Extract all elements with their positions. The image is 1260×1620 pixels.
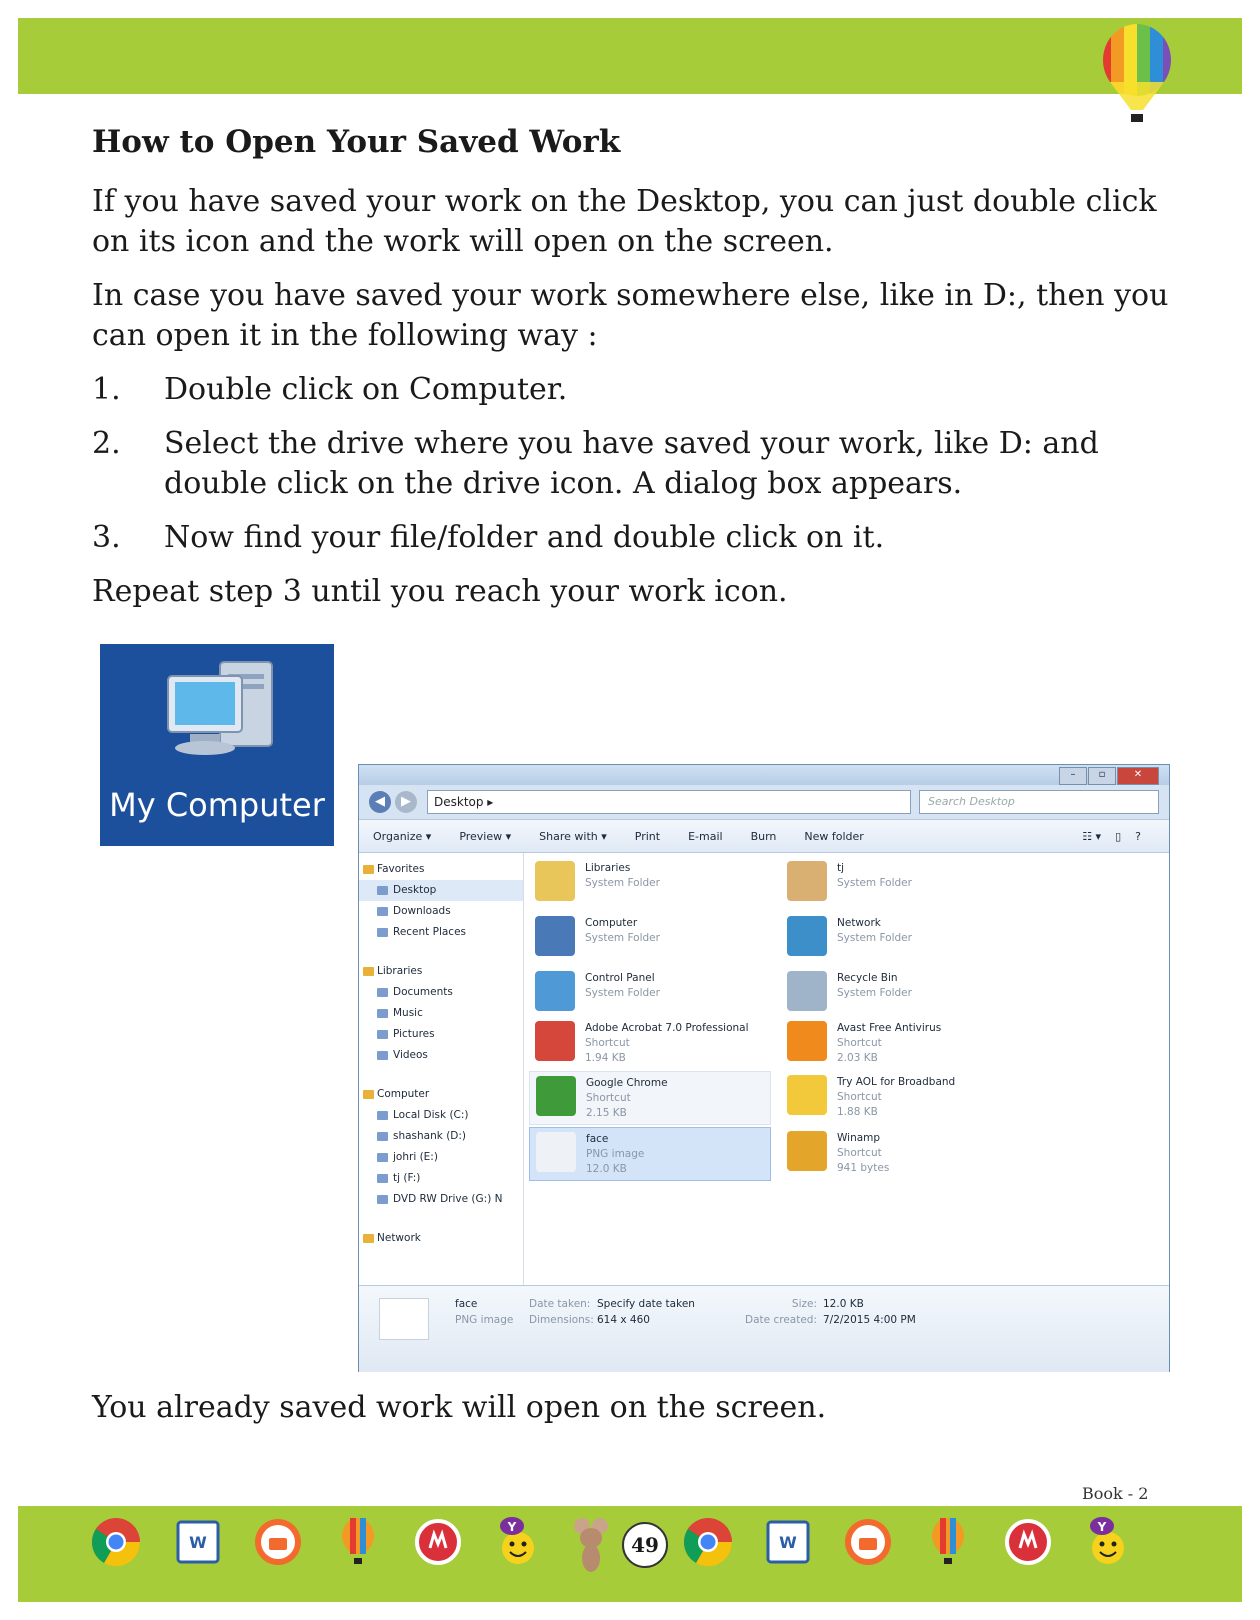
file-item-face[interactable] (529, 1127, 771, 1181)
file-type: Shortcut (586, 1092, 631, 1104)
explorer-main (359, 853, 1169, 1285)
print-button[interactable]: Print (634, 829, 661, 843)
yahoo-messenger-icon (1082, 1516, 1134, 1568)
antivirus-icon (412, 1516, 464, 1568)
nav-downloads[interactable]: Downloads (359, 901, 523, 922)
file-size: 2.03 KB (837, 1052, 878, 1064)
file-item-control-panel[interactable] (529, 967, 769, 1017)
avast-icon (787, 1021, 827, 1061)
preview-button[interactable]: Preview ▾ (459, 829, 512, 843)
file-thumbnail-icon (379, 1298, 429, 1340)
closing-paragraph: You already saved work will open on the screen. (92, 1390, 827, 1425)
step-1 (92, 370, 1192, 410)
new-folder-button[interactable]: New folder (804, 829, 864, 843)
title-bar (359, 765, 1169, 785)
file-item-winamp[interactable] (781, 1127, 1021, 1179)
date-taken-label: Date taken: (529, 1298, 591, 1310)
file-name: Try AOL for Broadband (837, 1076, 956, 1088)
antivirus-icon (1002, 1516, 1054, 1568)
file-size: 2.15 KB (586, 1107, 627, 1119)
file-size: 1.94 KB (585, 1052, 626, 1064)
libraries-icon (535, 861, 575, 901)
date-created-label: Date created: (745, 1314, 817, 1326)
organize-button[interactable]: Organize ▾ (373, 829, 432, 843)
minimize-button[interactable]: – (1059, 767, 1087, 785)
nav-drive-e[interactable]: johri (E:) (359, 1147, 523, 1168)
nav-recent-places[interactable]: Recent Places (359, 922, 523, 943)
yahoo-messenger-icon (492, 1516, 544, 1568)
nav-drive-d[interactable]: shashank (D:) (359, 1126, 523, 1147)
paragraph-repeat: Repeat step 3 until you reach your work icon. (92, 574, 788, 609)
file-item-chrome[interactable] (529, 1071, 771, 1125)
briefcase-icon (842, 1516, 894, 1568)
nav-drive-c[interactable]: Local Disk (C:) (359, 1105, 523, 1126)
book-number: Book - 2 (1082, 1484, 1149, 1503)
winamp-icon (787, 1131, 827, 1171)
burn-button[interactable]: Burn (750, 829, 777, 843)
acrobat-icon (535, 1021, 575, 1061)
step-2 (92, 424, 1192, 504)
image-file-icon (536, 1132, 576, 1172)
briefcase-icon (252, 1516, 304, 1568)
svg-text:Y: Y (507, 1520, 517, 1534)
chrome-icon (682, 1516, 734, 1568)
file-name: Adobe Acrobat 7.0 Professional (585, 1022, 749, 1034)
step-3 (92, 518, 1192, 558)
close-button[interactable]: ✕ (1117, 767, 1159, 785)
computer-icon (162, 654, 280, 762)
size-label: Size: (791, 1298, 817, 1310)
recycle-bin-icon (787, 971, 827, 1011)
details-file-type: PNG image (455, 1314, 514, 1326)
file-name: Network (837, 917, 881, 929)
file-type: Shortcut (837, 1091, 882, 1103)
paragraph-desktop: If you have saved your work on the Desktop, you can just double click on its icon and the work will open on the screen. (92, 184, 1157, 259)
file-type: System Folder (585, 932, 660, 944)
date-taken-value[interactable]: Specify date taken (597, 1298, 695, 1310)
chrome-icon (90, 1516, 142, 1568)
file-type: PNG image (586, 1148, 645, 1160)
nav-documents[interactable]: Documents (359, 982, 523, 1003)
search-input[interactable]: Search Desktop (919, 790, 1159, 814)
step-number: 3. (92, 520, 121, 555)
navigation-pane (359, 853, 524, 1285)
dimensions-label: Dimensions: (529, 1314, 594, 1326)
file-item-aol[interactable] (781, 1071, 1021, 1123)
file-item-libraries[interactable] (529, 857, 769, 907)
address-bar (359, 785, 1169, 819)
file-item-recycle-bin[interactable] (781, 967, 1021, 1017)
nav-music[interactable]: Music (359, 1003, 523, 1024)
file-item-avast[interactable] (781, 1017, 1021, 1069)
file-type: System Folder (585, 877, 660, 889)
svg-text:Y: Y (1097, 1520, 1107, 1534)
word-icon (172, 1516, 224, 1568)
file-name: Recycle Bin (837, 972, 898, 984)
word-icon (762, 1516, 814, 1568)
my-computer-screenshot (100, 644, 334, 846)
command-toolbar (359, 819, 1169, 853)
help-icon[interactable]: ? (1135, 829, 1141, 843)
file-type: System Folder (837, 932, 912, 944)
nav-desktop[interactable]: Desktop (359, 880, 523, 901)
back-icon[interactable]: ◀ (369, 791, 391, 813)
nav-drive-f[interactable]: tj (F:) (359, 1168, 523, 1189)
nav-drive-g[interactable]: DVD RW Drive (G:) N (359, 1189, 523, 1210)
file-type: Shortcut (837, 1037, 882, 1049)
section-heading: How to Open Your Saved Work (92, 124, 621, 160)
date-created-value: 7/2/2015 4:00 PM (823, 1314, 916, 1326)
view-options-icon[interactable]: ☷ ▾ (1082, 829, 1102, 843)
file-name: tj (837, 862, 845, 874)
file-size: 1.88 KB (837, 1106, 878, 1118)
file-name: Control Panel (585, 972, 655, 984)
address-input[interactable]: Desktop ▸ (427, 790, 911, 814)
network-icon (787, 916, 827, 956)
top-banner (18, 18, 1242, 94)
file-name: Avast Free Antivirus (837, 1022, 942, 1034)
file-item-acrobat[interactable] (529, 1017, 769, 1069)
my-computer-label: My Computer (109, 786, 325, 824)
size-value: 12.0 KB (823, 1298, 864, 1310)
svg-text:W: W (779, 1533, 797, 1552)
file-name: face (586, 1133, 609, 1145)
forward-icon[interactable]: ▶ (395, 791, 417, 813)
step-text: Double click on Computer. (164, 372, 568, 407)
maximize-button[interactable]: ▫ (1088, 767, 1116, 785)
nav-favorites[interactable]: Favorites (359, 859, 523, 880)
nav-network[interactable]: Network (359, 1228, 523, 1249)
aol-icon (787, 1075, 827, 1115)
file-type: System Folder (585, 987, 660, 999)
file-name: Computer (585, 917, 638, 929)
step-number: 2. (92, 426, 121, 461)
details-file-name: face (455, 1298, 478, 1310)
file-name: Libraries (585, 862, 631, 874)
control-panel-icon (535, 971, 575, 1011)
explorer-window (358, 764, 1170, 1372)
nav-computer[interactable]: Computer (359, 1084, 523, 1105)
file-item-network[interactable] (781, 912, 1021, 962)
preview-pane-icon[interactable]: ▯ (1115, 829, 1122, 843)
file-size: 12.0 KB (586, 1163, 627, 1175)
file-item-tj[interactable] (781, 857, 1021, 907)
step-number: 1. (92, 372, 121, 407)
nav-libraries[interactable]: Libraries (359, 961, 523, 982)
hot-air-balloon-icon (1098, 24, 1176, 124)
svg-text:W: W (189, 1533, 207, 1552)
chrome-icon (536, 1076, 576, 1116)
computer-icon (535, 916, 575, 956)
hot-air-balloon-icon (922, 1516, 974, 1568)
dimensions-value: 614 x 460 (597, 1314, 650, 1326)
nav-pictures[interactable]: Pictures (359, 1024, 523, 1045)
file-item-computer[interactable] (529, 912, 769, 962)
page-number: 49 (622, 1522, 668, 1568)
nav-videos[interactable]: Videos (359, 1045, 523, 1066)
file-size: 941 bytes (837, 1162, 890, 1174)
mouse-mascot-icon (568, 1516, 614, 1576)
file-name: Winamp (837, 1132, 881, 1144)
share-with-button[interactable]: Share with ▾ (539, 829, 607, 843)
paragraph-other-location: In case you have saved your work somewhere else, like in D:, then you can open it in the following way : (92, 278, 1169, 353)
user-folder-icon (787, 861, 827, 901)
hot-air-balloon-icon (332, 1516, 384, 1568)
file-type: Shortcut (837, 1147, 882, 1159)
file-type: System Folder (837, 987, 912, 999)
step-text: Now find your file/folder and double click on it. (164, 520, 885, 555)
step-text: Select the drive where you have saved your work, like D: and double click on the drive icon. A dialog box appears. (164, 426, 1099, 501)
file-type: Shortcut (585, 1037, 630, 1049)
file-name: Google Chrome (586, 1077, 668, 1089)
email-button[interactable]: E-mail (688, 829, 723, 843)
details-pane (359, 1285, 1169, 1372)
file-type: System Folder (837, 877, 912, 889)
